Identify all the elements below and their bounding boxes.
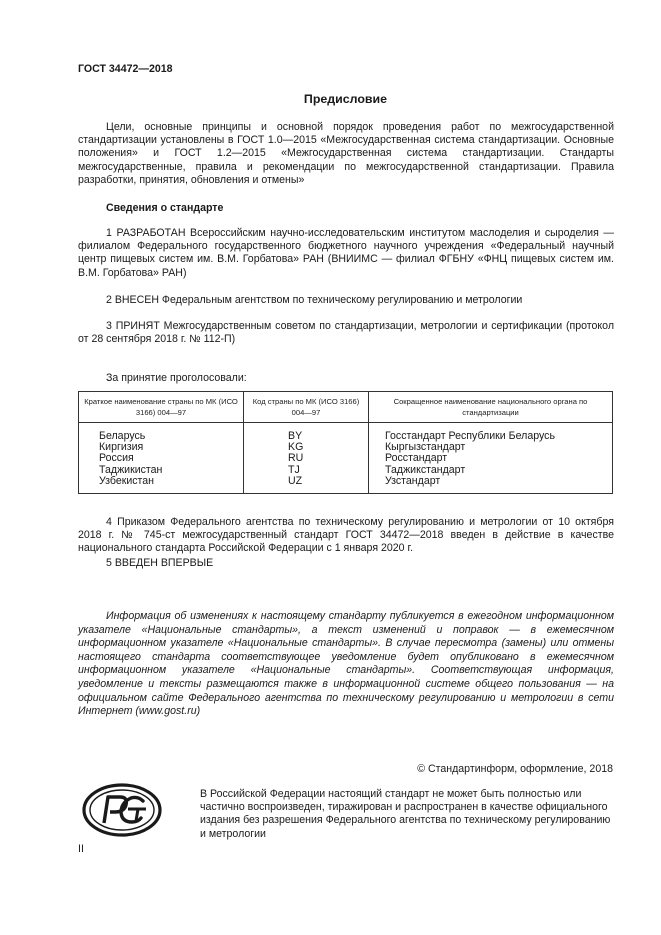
col-header-country: Краткое наименование страны по МК (ИСО 3166) 004—97: [79, 392, 244, 423]
voted-label: За принятие проголосовали:: [106, 372, 247, 384]
cell-country: Беларусь: [79, 423, 244, 443]
cell-country: Россия: [79, 453, 244, 464]
standard-code-header: ГОСТ 34472—2018: [78, 63, 173, 75]
table-row: [79, 423, 613, 443]
cell-org: Узстандарт: [369, 476, 613, 494]
cell-code: UZ: [244, 476, 369, 494]
vote-table: [78, 391, 613, 494]
cell-country: Узбекистан: [79, 476, 244, 494]
cell-code: RU: [244, 453, 369, 464]
table-row: [79, 476, 613, 494]
rst-logo-icon: [82, 783, 162, 837]
cell-org: Госстандарт Республики Беларусь: [369, 423, 613, 443]
table-row: [79, 453, 613, 464]
cell-code: KG: [244, 442, 369, 453]
item-enacted: 4 Приказом Федерального агентства по техническому регулированию и метрологии от 10 октября 2018 г. № 745-ст межгосударственный стандарт ГОСТ 34472—2018 введен в действие в качестве национального стандарта Российской Федерации с 1 января 2020 г.: [78, 516, 614, 555]
table-row: [79, 442, 613, 453]
cell-org: Росстандарт: [369, 453, 613, 464]
intro-paragraph: Цели, основные принципы и основной порядок проведения работ по межгосударственной стандартизации установлены в ГОСТ 1.0—2015 «Межгосударственная система стандартизации. Основные положения» и ГОСТ 1.2—2015 «Межгосударственная система стандартизации. Стандарты межгосударственные, правила и рекомендации по межгосударственной стандартизации. Правила разработки, принятия, обновления и отмены»: [78, 121, 614, 186]
cell-org: Кыргызстандарт: [369, 442, 613, 453]
cell-country: Киргизия: [79, 442, 244, 453]
copyright-line: © Стандартинформ, оформление, 2018: [417, 763, 613, 775]
cell-code: BY: [244, 423, 369, 443]
col-header-code: Код страны по МК (ИСО 3166) 004—97: [244, 392, 369, 423]
item-developed: 1 РАЗРАБОТАН Всероссийским научно-исследовательским институтом маслоделия и сыроделия — филиалом Федерального государственного бюджетного научного учреждения «Федеральный научный центр пищевых систем им. В.М. Горбатова» РАН (ВНИИМС — филиал ФГБНУ «ФНЦ пищевых систем им. В.М. Горбатова» РАН): [78, 227, 614, 279]
item-adopted: 3 ПРИНЯТ Межгосударственным советом по стандартизации, метрологии и сертификации (протокол от 28 сентября 2018 г. № 112-П): [78, 320, 614, 346]
vote-table-header-row: [79, 392, 613, 423]
item-introduced-by: 2 ВНЕСЕН Федеральным агентством по техническому регулированию и метрологии: [106, 294, 523, 306]
page-number: II: [78, 843, 84, 855]
info-notice: Информация об изменениях к настоящему стандарту публикуется в ежегодном информационном указателе «Национальные стандарты», а текст изменений и поправок — в ежемесячном информационном указателе «Национальные стандарты». В случае пересмотра (замены) или отмены настоящего стандарта соответствующее уведомление будет опубликовано в ежемесячном информационном указателе «Национальные стандарты». Соответствующая информация, уведомление и тексты размещаются также в информационной системе общего пользования — на официальном сайте Федерального агентства по техническому регулированию и метрологии в сети Интернет (www.gost.ru): [78, 610, 614, 718]
page-title: Предисловие: [303, 92, 388, 106]
cell-code: TJ: [244, 465, 369, 476]
col-header-org: Сокращенное наименование национального органа по стандартизации: [369, 392, 613, 423]
info-heading: Сведения о стандарте: [106, 202, 224, 214]
table-row: [79, 465, 613, 476]
cell-org: Таджикстандарт: [369, 465, 613, 476]
item-first-time: 5 ВВЕДЕН ВПЕРВЫЕ: [106, 557, 214, 569]
reproduction-notice: В Российской Федерации настоящий стандарт не может быть полностью или частично воспроизведен, тиражирован и распространен в качестве официального издания без разрешения Федерального агентства по техническому регулированию и метрологии: [200, 788, 611, 840]
cell-country: Таджикистан: [79, 465, 244, 476]
